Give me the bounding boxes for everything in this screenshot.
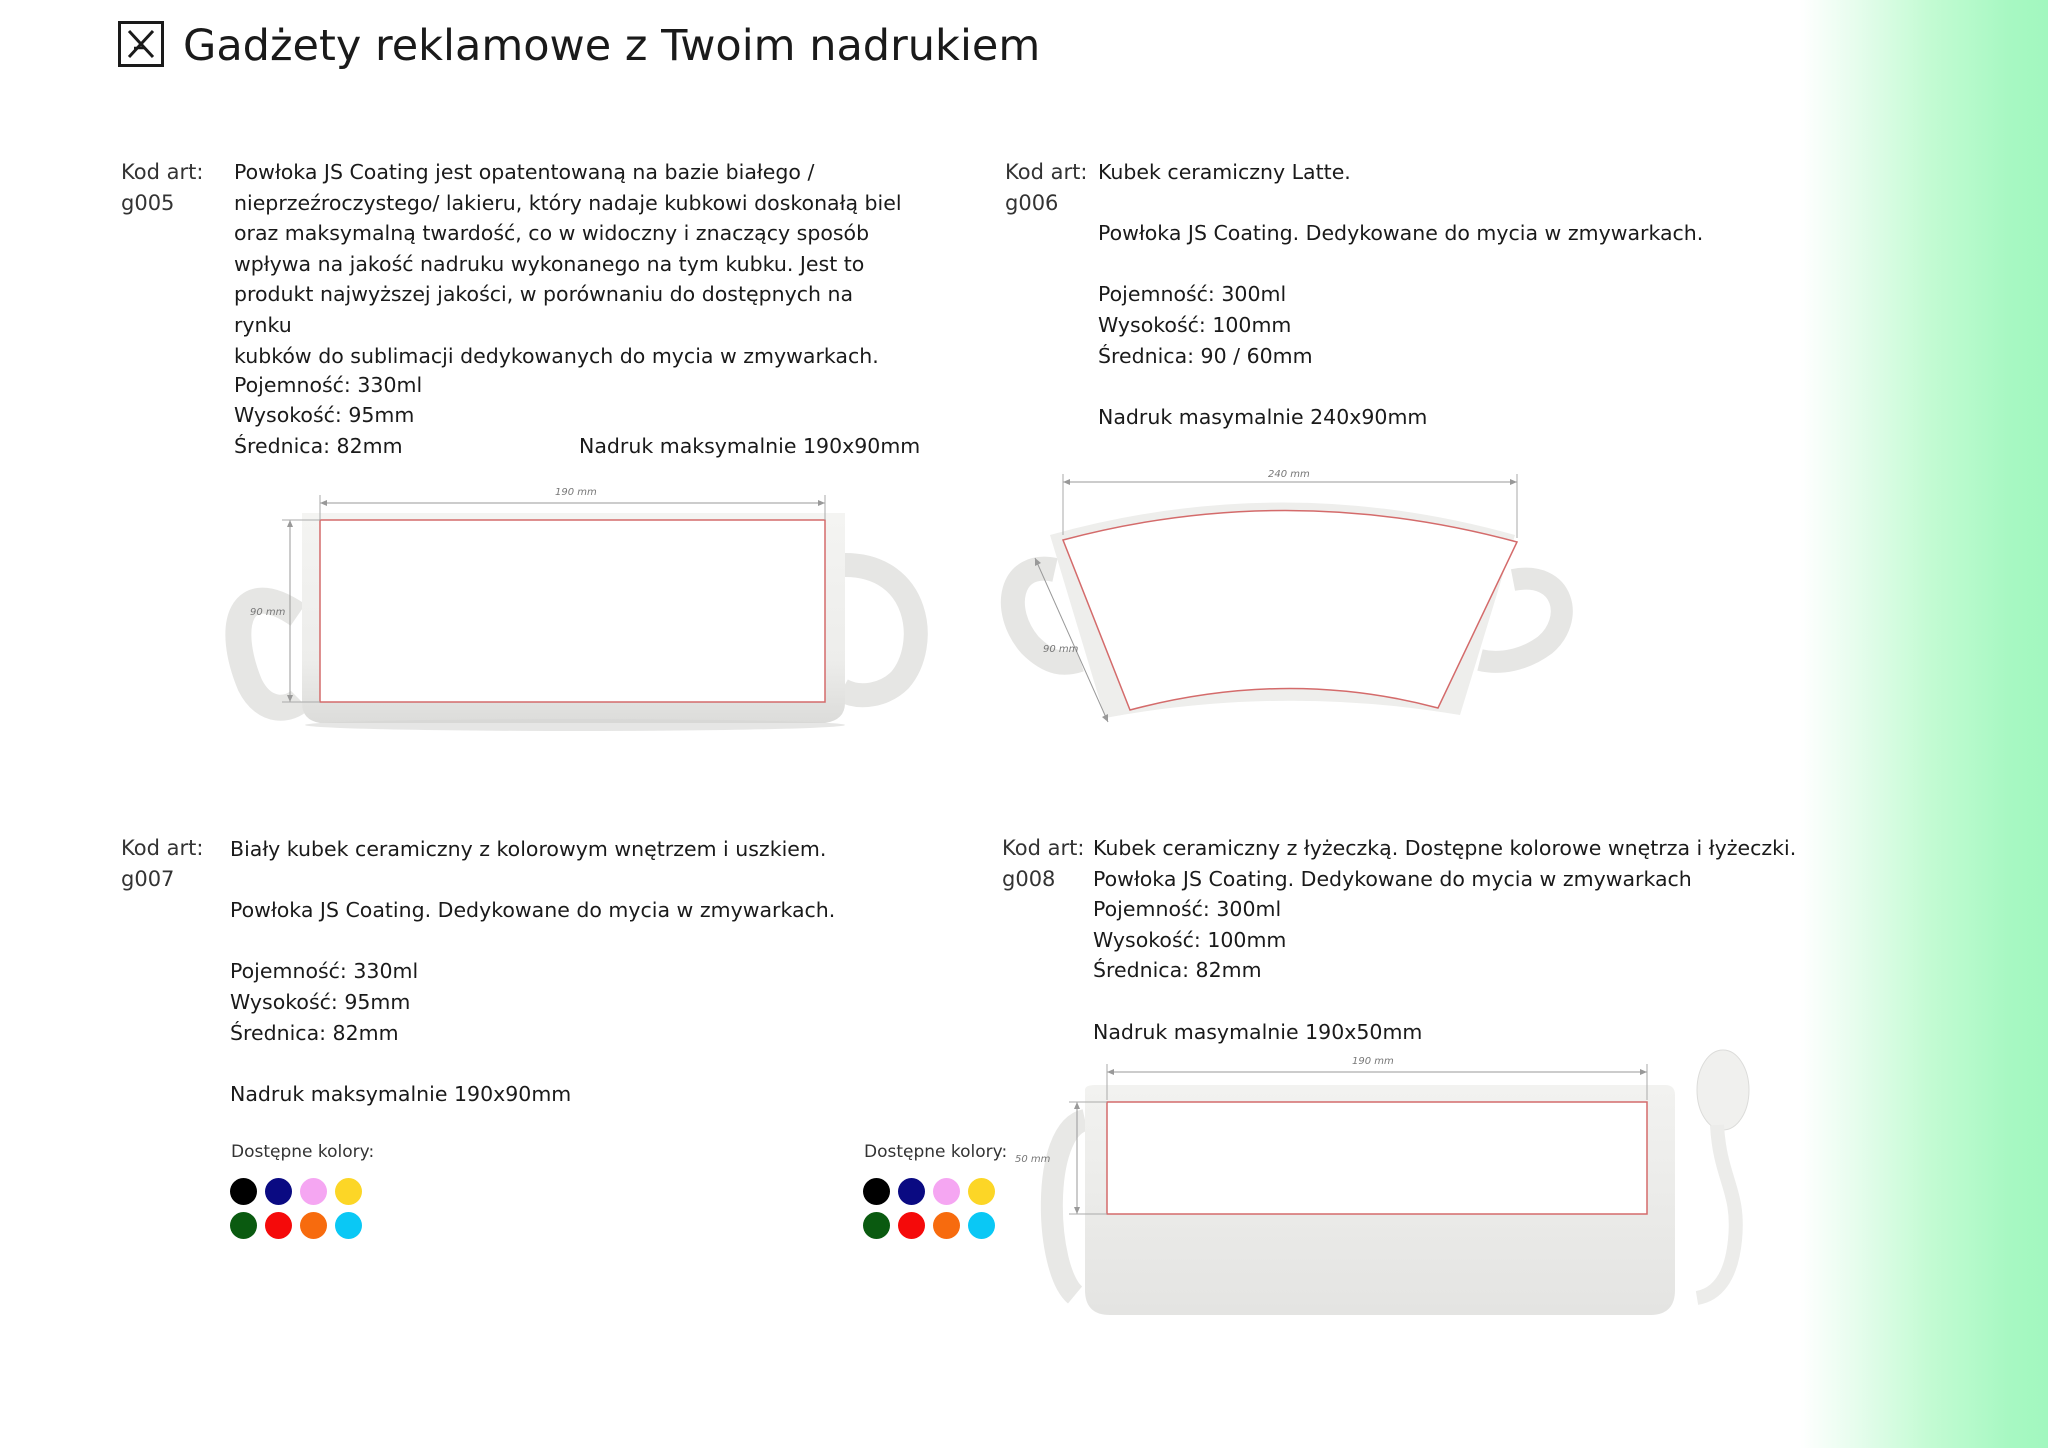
color-swatch <box>230 1212 257 1239</box>
dim-width-label: 190 mm <box>555 487 597 498</box>
product-description: Powłoka JS Coating jest opatentowaną na bazie białego / nieprzeźroczystego/ lakieru, który nadaje kubkowi doskonałą biel oraz maksymalną twardość, co w widoczny i znaczący sposób wpływa na jakość nadruku wykonanego na tym kubku. Jest to produkt najwyższej jakości, w porównaniu do dostępnych na rynku kubków do sublimacji dedykowanych do mycia w zmywarkach. <box>234 160 902 368</box>
product-diameter: Średnica: 82mm <box>234 434 403 458</box>
color-swatch <box>968 1212 995 1239</box>
mug-g005-diagram <box>220 475 930 735</box>
product-code-label: Kod art: <box>121 836 204 860</box>
product-capacity: Pojemność: 330ml <box>234 373 423 397</box>
product-height: Wysokość: 95mm <box>234 403 415 427</box>
color-swatch <box>230 1178 257 1205</box>
product-description: Biały kubek ceramiczny z kolorowym wnętrzem i uszkiem. Powłoka JS Coating. Dedykowane do mycia w zmywarkach. Pojemność: 330ml Wysokość: 95mm Średnica: 82mm Nadruk maksymalnie 190x90mm <box>230 837 836 1106</box>
dim-width-label: 240 mm <box>1268 469 1310 480</box>
product-description: Kubek ceramiczny z łyżeczką. Dostępne kolorowe wnętrza i łyżeczki. Powłoka JS Coating. Dedykowane do mycia w zmywarkach Pojemność: 300ml Wysokość: 100mm Średnica: 82mm Nadruk masymalnie 190x50mm <box>1093 836 1797 1044</box>
dim-height-label: 50 mm <box>1015 1154 1051 1165</box>
color-swatch <box>898 1212 925 1239</box>
product-code: g005 <box>121 191 175 215</box>
color-swatch <box>335 1178 362 1205</box>
print-area-rect <box>1107 1102 1647 1214</box>
color-swatch <box>335 1212 362 1239</box>
product-code-label: Kod art: <box>1005 160 1088 184</box>
spoon-icon <box>1697 1050 1749 1298</box>
product-code-label: Kod art: <box>1002 836 1085 860</box>
color-swatch <box>933 1178 960 1205</box>
dim-height-label: 90 mm <box>250 607 286 618</box>
product-description: Kubek ceramiczny Latte. Powłoka JS Coating. Dedykowane do mycia w zmywarkach. Pojemność: 300ml Wysokość: 100mm Średnica: 90 / 60mm Nadruk masymalnie 240x90mm <box>1098 160 1704 429</box>
dim-height-label: 90 mm <box>1043 644 1079 655</box>
mug-g006-diagram <box>1005 460 1575 730</box>
color-swatch <box>898 1178 925 1205</box>
print-area-max: Nadruk maksymalnie 190x90mm <box>579 434 921 458</box>
color-swatch <box>933 1212 960 1239</box>
print-area-rect <box>1063 510 1517 710</box>
product-code: g006 <box>1005 191 1059 215</box>
mug-g008-diagram <box>1005 1040 1765 1330</box>
product-code-label: Kod art: <box>121 160 204 184</box>
color-swatch <box>265 1212 292 1239</box>
product-code: g007 <box>121 867 175 891</box>
available-colors-label: Dostępne kolory: <box>864 1142 1008 1162</box>
color-swatch <box>265 1178 292 1205</box>
color-swatch <box>968 1178 995 1205</box>
color-swatch <box>863 1212 890 1239</box>
available-colors-label: Dostępne kolory: <box>231 1142 375 1162</box>
color-swatches <box>230 1178 362 1239</box>
color-swatch <box>863 1178 890 1205</box>
x-box-logo-icon <box>118 21 164 67</box>
page-title: Gadżety reklamowe z Twoim nadrukiem <box>183 21 1041 71</box>
color-swatches <box>863 1178 995 1239</box>
dim-width-label: 190 mm <box>1352 1056 1394 1067</box>
product-code: g008 <box>1002 867 1056 891</box>
print-area-rect <box>320 520 825 702</box>
color-swatch <box>300 1178 327 1205</box>
color-swatch <box>300 1212 327 1239</box>
